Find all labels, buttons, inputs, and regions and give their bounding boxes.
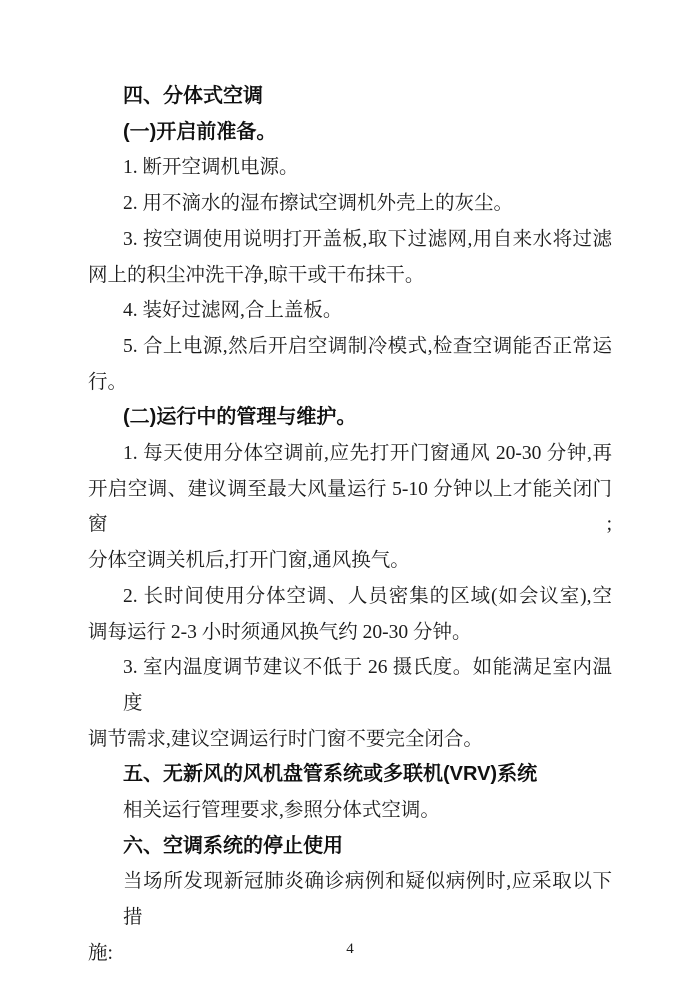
doc-line-item-4: 4. 装好过滤网,合上盖板。 — [123, 300, 343, 322]
doc-line-item-1: 1. 断开空调机电源。 — [123, 157, 299, 179]
doc-line-vrv-note: 相关运行管理要求,参照分体式空调。 — [123, 800, 440, 822]
doc-line-stop-intro: 当场所发现新冠肺炎确诊病例和疑似病例时,应采取以下措 — [123, 871, 612, 929]
doc-line-item-3: 3. 按空调使用说明打开盖板,取下过滤网,用自来水将过滤 — [123, 228, 612, 250]
doc-line-op-2: 2. 长时间使用分体空调、人员密集的区域(如会议室),空 — [123, 585, 612, 607]
doc-line-op-1: 1. 每天使用分体空调前,应先打开门窗通风 20-30 分钟,再 — [123, 443, 612, 465]
doc-line-op-3-cont: 调节需求,建议空调运行时门窗不要完全闭合。 — [88, 728, 483, 750]
heading-prep-before-start: (一)开启前准备。 — [123, 120, 277, 143]
doc-line-stop-intro-cont: 施: — [88, 942, 113, 964]
doc-line-op-3: 3. 室内温度调节建议不低于 26 摄氏度。如能满足室内温度 — [123, 657, 612, 714]
heading-stop-usage: 六、空调系统的停止使用 — [123, 834, 343, 857]
doc-line-item-2: 2. 用不滴水的湿布擦试空调机外壳上的灰尘。 — [123, 193, 514, 215]
doc-line-item-5: 5. 合上电源,然后开启空调制冷模式,检查空调能否正常运 — [123, 335, 612, 357]
doc-line-item-5-cont: 行。 — [88, 371, 128, 393]
doc-line-op-1-cont-b: 分体空调关机后,打开门窗,通风换气。 — [88, 550, 410, 572]
page-number: 4 — [346, 941, 354, 957]
doc-line-item-3-cont: 网上的积尘冲洗干净,晾干或干布抹干。 — [88, 264, 425, 286]
heading-split-ac: 四、分体式空调 — [123, 85, 263, 107]
heading-vrv-system: 五、无新风的风机盘管系统或多联机(VRV)系统 — [123, 763, 538, 786]
doc-line-op-1-cont-a: 开启空调、建议调至最大风量运行 5-10 分钟以上才能关闭门窗; — [88, 478, 612, 536]
document-body — [88, 79, 612, 972]
doc-line-op-2-cont: 调每运行 2-3 小时须通风换气约 20-30 分钟。 — [88, 621, 472, 643]
heading-operation-maintenance: (二)运行中的管理与维护。 — [123, 406, 357, 429]
